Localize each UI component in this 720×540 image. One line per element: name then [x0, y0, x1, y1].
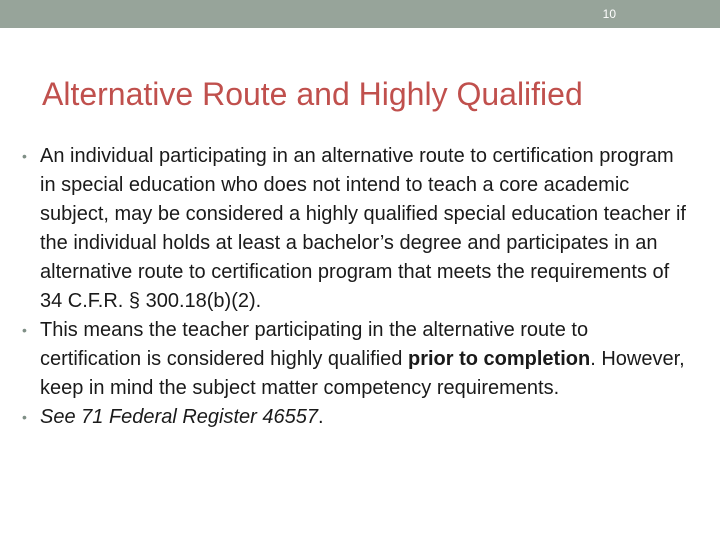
bullet-item-highly-qualified-prior-to-completion [22, 316, 694, 403]
slide-title: Alternative Route and Highly Qualified [42, 76, 583, 112]
bullet-list [22, 142, 694, 432]
bullet-text-start: This means the teacher participating in the alternative route to certification is considered highly qualified [40, 319, 589, 370]
citation-period: . [317, 406, 324, 428]
page-number: 10 [602, 7, 616, 21]
bullet-text: An individual participating in an alternative route to certification program in special education who does not intend to teach a core academic subject, may be considered a highly qualified special education teacher if the individual holds at least a bachelor’s degree and participates in an alternative route to certification program that meets the requirements of 34 C.F.R. § 300.18(b)(2). [40, 145, 686, 312]
bullet-text-end: . However, keep in mind the subject matter competency requirements. [40, 348, 685, 399]
bullet-item-federal-register-citation [22, 403, 694, 432]
bullet-item-alternative-route-definition [22, 142, 694, 316]
citation-text: See 71 Federal Register 46557 [40, 406, 318, 428]
top-bar [0, 0, 720, 28]
bullet-text-bold: prior to completion [407, 348, 591, 370]
